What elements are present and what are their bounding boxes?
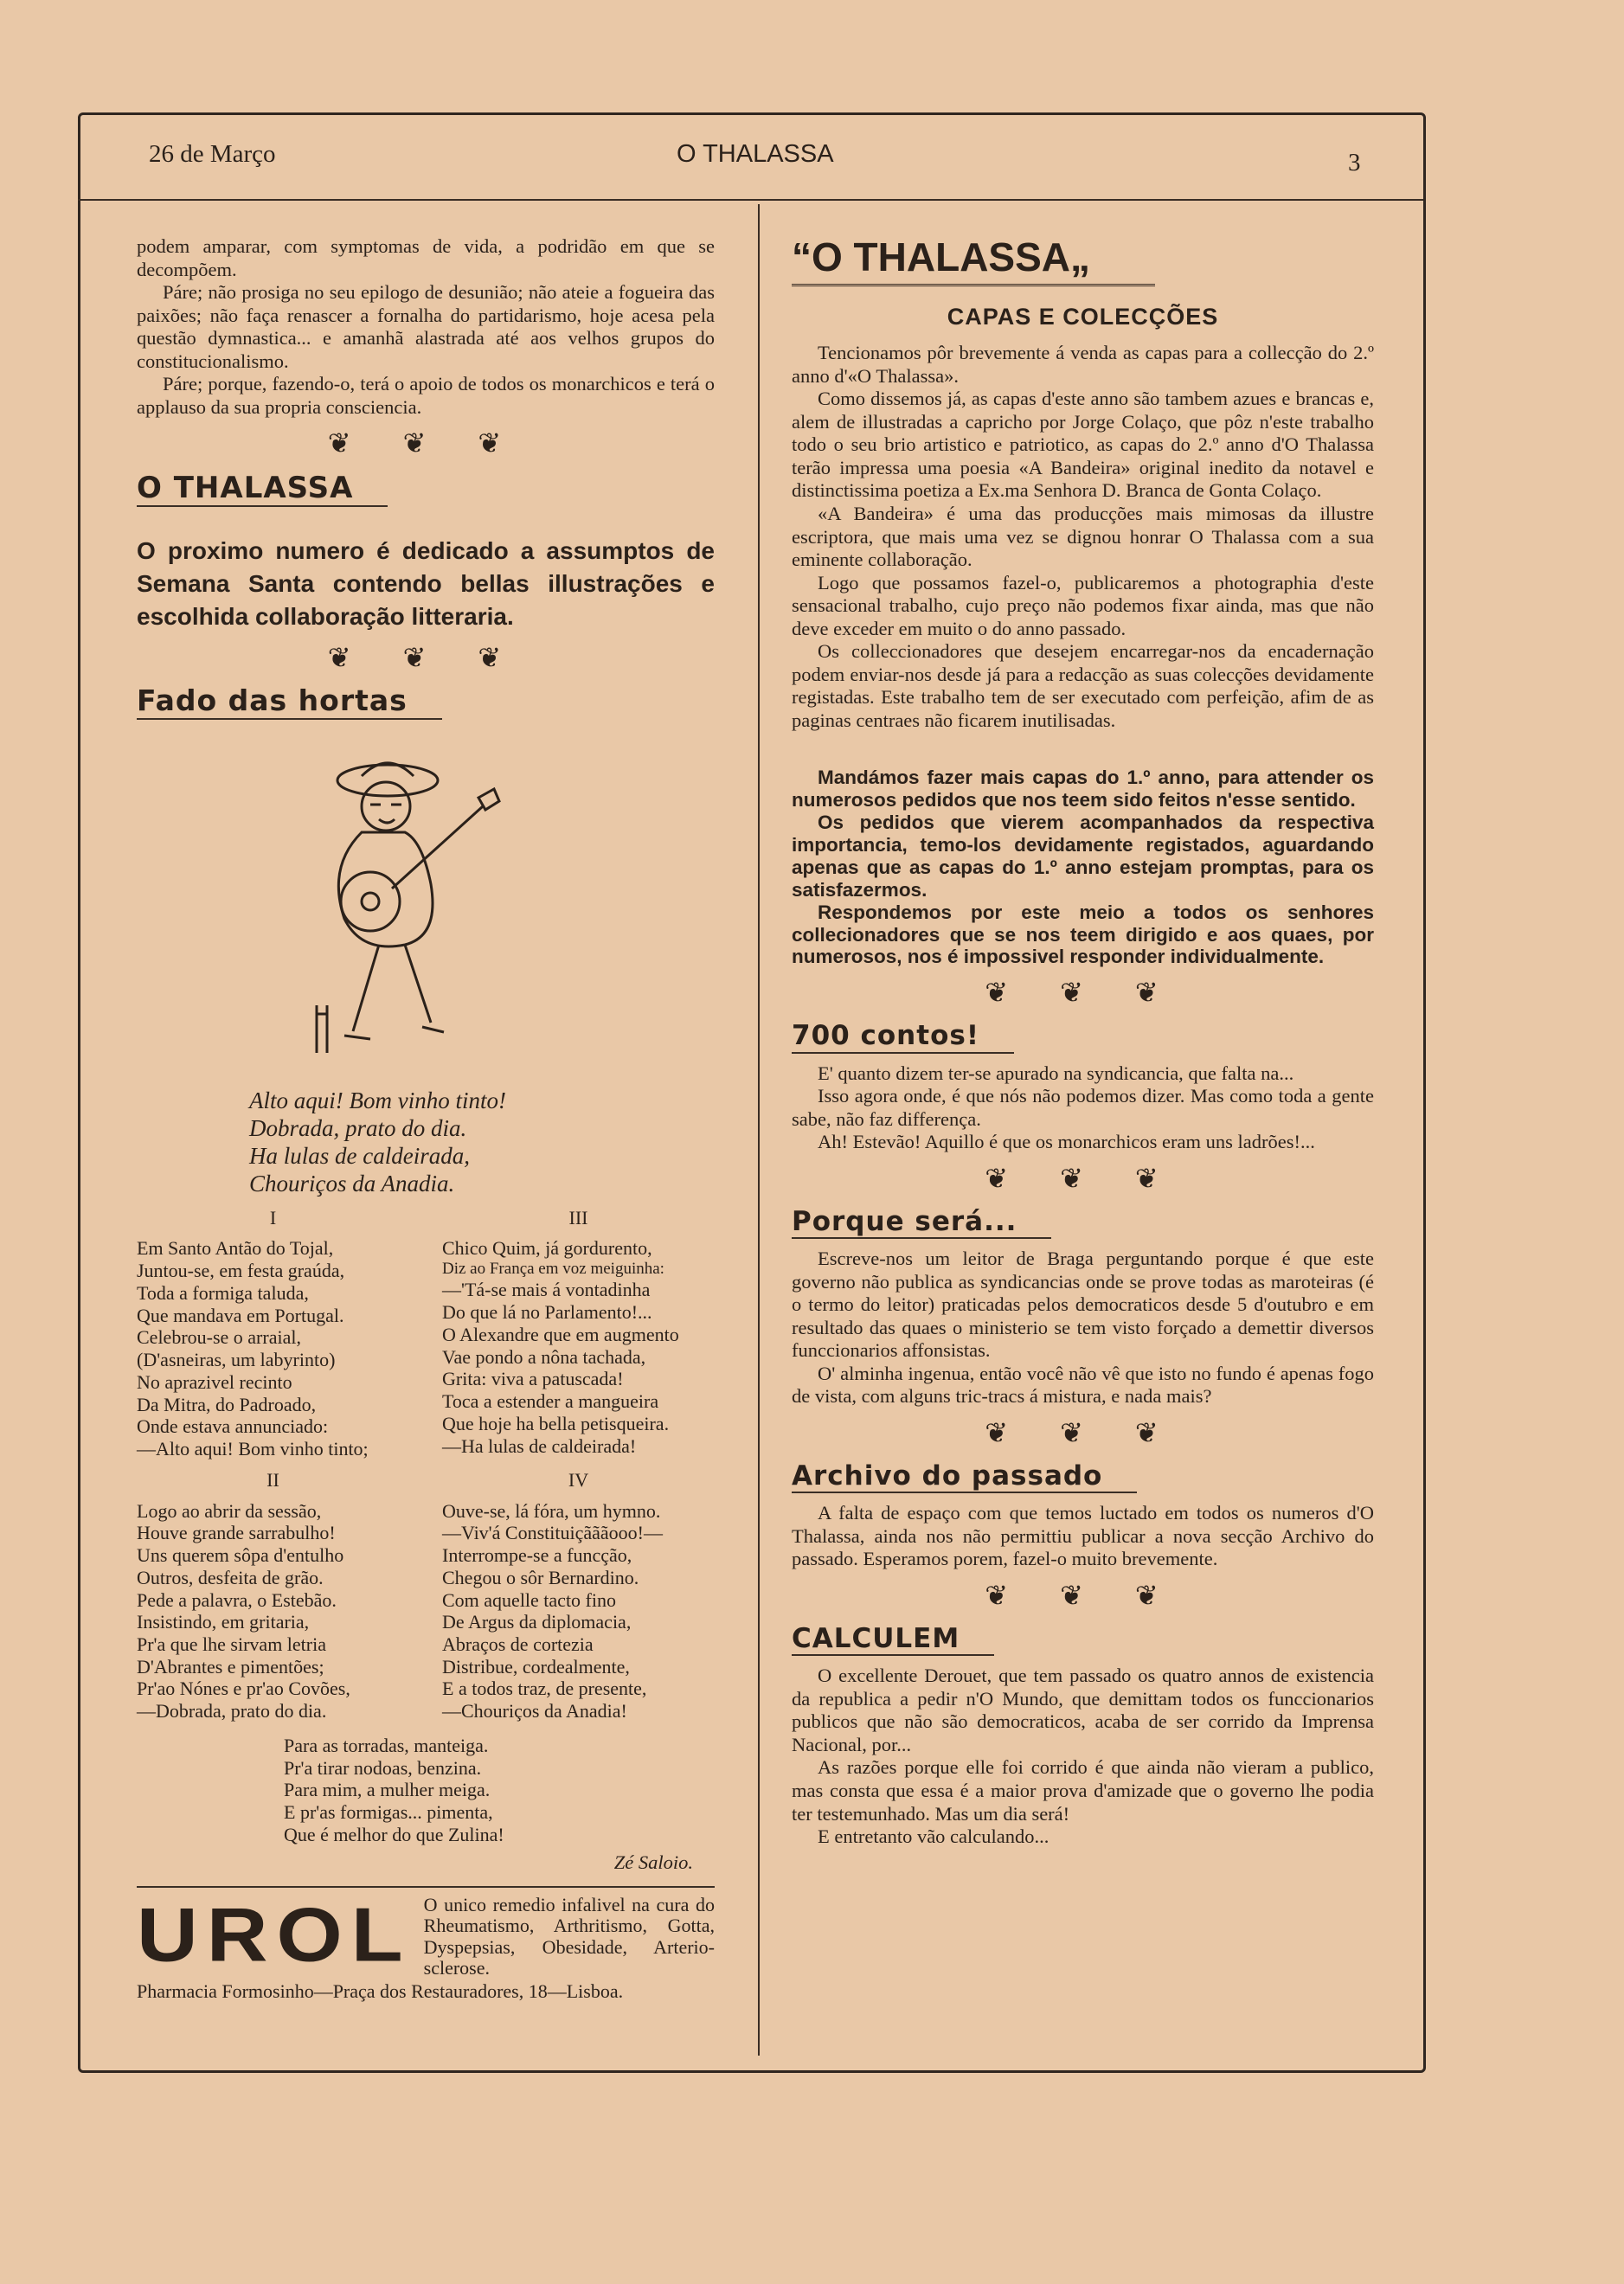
page-header (78, 130, 1423, 201)
stanza (442, 1198, 715, 1460)
paragraph: Os pedidos que vierem acompanhados da respectiva importancia, temo-los devidamente registados, aguardando apenas que as capas do 1.º anno estejam promptas, para os satisfazermos. (792, 812, 1374, 901)
stanza-number: III (568, 1206, 588, 1229)
verse-line: Vae pondo a nôna tachada, (442, 1345, 646, 1368)
capas-heading: CAPAS E COLECÇÕES (947, 304, 1219, 330)
paragraph: Páre; não prosiga no seu epilogo de desunião; não ateie a fogueira das paixões; não faça renascer a fornalha do partidarismo, hoje acesa pela questão dymnastica... e amanhã alastrada até aos velhos grupos do constitucionalismo. (137, 281, 715, 372)
paragraph: As razões porque elle foi corrido é que ainda não vieram a publico, mas consta que essa é a maior prova d'amizade que o governo lhe podia ter testemunhado. Mas um dia será! (792, 1756, 1374, 1825)
contos-heading: 700 contos! (792, 1020, 1014, 1054)
paragraph: Ah! Estevão! Aquillo é que os monarchicos eram uns ladrões!... (818, 1131, 1315, 1153)
verse-line: Insistindo, em gritaria, (137, 1611, 310, 1633)
verse-line: Que mandava em Portugal. (137, 1304, 344, 1326)
verse-line: Para mim, a mulher meiga. (284, 1779, 491, 1801)
stanza (137, 1460, 409, 1723)
paragraph: O excellente Derouet, que tem passado os quatro annos de existencia da republica a pedir n'O Mundo, que demittam todos os funccionarios publicos que não são democraticos, acaba de ser corrido da Imprensa Nacional, por... (792, 1665, 1374, 1755)
paragraph: E entretanto vão calculando... (818, 1825, 1050, 1848)
paragraph: Páre; porque, fazendo-o, terá o apoio de todos os monarchicos e terá o applauso da sua propria consciencia. (137, 373, 715, 418)
verse-line: Ouve-se, lá fóra, um hymno. (442, 1499, 661, 1522)
verse-line: Onde estava annunciado: (137, 1415, 329, 1438)
urol-brand: UROL (137, 1891, 412, 1978)
paragraph: Isso agora onde, é que nós não podemos dizer. Mas como toda a gente sabe, não faz differença. (792, 1085, 1374, 1130)
paragraph: podem amparar, com symptomas de vida, a podridão em que se decompõem. (137, 235, 715, 280)
verse-line: Pede a palavra, o Estebão. (137, 1588, 337, 1611)
refrain-line: Chouriços da Anadia. (249, 1170, 455, 1197)
verse-line: Celebrou-se o arraial, (137, 1326, 301, 1349)
verse-line: Abraços de cortezia (442, 1633, 594, 1655)
paragraph: «A Bandeira» é uma das producções mais mimosas da illustre escriptora, que mais uma vez se dignou honrar O Thalassa com a sua eminente collaboração. (792, 502, 1374, 571)
verse-line: Do que lá no Parlamento!... (442, 1301, 652, 1324)
stanza-number: II (266, 1468, 279, 1491)
verse-line: Chico Quim, já gordurento, (442, 1237, 652, 1260)
paragraph: Os colleccionadores que desejem encarregar-nos da encadernação podem enviar-nos desde já para a redacção as suas colecções devidamente registadas. Este trabalho tem de ser executado com perfeição, afim de as paginas centraes não ficarem inutilisadas. (792, 640, 1374, 731)
poem-row (137, 1460, 715, 1723)
o-thalassa-title: “O THALASSA„ (792, 234, 1090, 279)
fado-refrain (249, 1087, 715, 1197)
page-number: 3 (1348, 149, 1361, 176)
poem-row (137, 1198, 715, 1460)
ornament-divider: ❦ ❦ ❦ (327, 427, 524, 459)
paragraph: Respondemos por este meio a todos os senhores collecionadores que se nos teem dirigido e aos quaes, por numerosos, nos é impossivel responder individualmente. (792, 901, 1374, 968)
ornament-divider: ❦ ❦ ❦ (327, 641, 524, 673)
verse-line: Que hoje ha bella petisqueira. (442, 1412, 670, 1434)
verse-line: —Ha lulas de caldeirada! (442, 1434, 637, 1457)
verse-line: Pr'a tirar nodoas, benzina. (284, 1756, 482, 1779)
verse-line: Da Mitra, do Padroado, (137, 1393, 317, 1415)
verse-line: —'Tá-se mais á vontadinha (442, 1279, 651, 1301)
left-column (137, 235, 715, 2003)
verse-line: De Argus da diplomacia, (442, 1611, 632, 1633)
signature: Zé Saloio. (613, 1851, 693, 1873)
paragraph: Escreve-nos um leitor de Braga perguntando porque é que este governo não publica as syndicancias onde se prove todas as maroteiras (é o termo do leitor) praticadas pelos democraticos desde 5 d'outubro e em resultado das quaes o ministerio se tem visto forçado a demettir diversos funccionarios affonsistas. (792, 1248, 1374, 1362)
verse-line: Grita: viva a patuscada! (442, 1368, 624, 1390)
refrain-line: Ha lulas de caldeirada, (249, 1143, 470, 1170)
verse-line: Outros, desfeita de grão. (137, 1566, 324, 1588)
verse-line: Distribue, cordealmente, (442, 1655, 630, 1678)
stanza-number: IV (568, 1468, 589, 1491)
verse-line: Pr'a que lhe sirvam letria (137, 1633, 327, 1655)
archivo-heading: Archivo do passado (792, 1460, 1137, 1494)
ad-footer: Pharmacia Formosinho—Praça dos Restauradores, 18—Lisboa. (137, 1979, 624, 2002)
verse-line: —Chouriços da Anadia! (442, 1700, 627, 1723)
paragraph: Como dissemos já, as capas d'este anno são tambem azues e brancas e, alem de illustradas a capricho por Jorge Colaço, que pôz n'este trabalho todo o seu brio artistico e patriotico, as capas do 2.º anno d'O Thalassa terão impressa uma poesia «A Bandeira» original inedito da notavel e distinctissima poetiza a Ex.ma Senhora D. Branca de Gonta Colaço. (792, 388, 1374, 502)
verse-line: Uns querem sôpa d'entulho (137, 1544, 344, 1567)
stanza-number: I (269, 1206, 277, 1229)
bold-notice (792, 767, 1374, 968)
guitar-player-illustration (310, 746, 517, 1079)
refrain-line: Dobrada, prato do dia. (249, 1115, 467, 1142)
verse-line: Que é melhor do que Zulina! (284, 1823, 504, 1845)
ornament-divider: ❦ ❦ ❦ (985, 1579, 1181, 1611)
paragraph: A falta de espaço com que temos luctado em todos os numeros d'O Thalassa, ainda nos não permittiu publicar a nova secção Archivo do passado. Esperamos porem, fazel-o muito brevemente. (792, 1502, 1374, 1570)
paragraph: O' alminha ingenua, então você não vê que isto no fundo é apenas fogo de vista, com alguns tric-tracs á mistura, e nada mais? (792, 1362, 1374, 1408)
final-stanza (284, 1735, 715, 1846)
paragraph: Tencionamos pôr brevemente á venda as capas para a collecção do 2.º anno d'«O Thalassa». (792, 342, 1374, 387)
verse-line: —Alto aqui! Bom vinho tinto; (137, 1438, 369, 1460)
title-rule (792, 284, 1155, 286)
verse-line: Em Santo Antão do Tojal, (137, 1237, 334, 1260)
porque-heading: Porque será... (792, 1206, 1051, 1240)
paragraph: Logo que possamos fazel-o, publicaremos a photographia d'este sensacional trabalho, cujo preço não podemos fixar ainda, mas que não deve exceder em muito o do anno passado. (792, 571, 1374, 639)
ornament-divider: ❦ ❦ ❦ (985, 1162, 1181, 1194)
verse-line: D'Abrantes e pimentões; (137, 1655, 324, 1678)
urol-advertisement (137, 1886, 715, 2003)
verse-line: Logo ao abrir da sessão, (137, 1499, 322, 1522)
verse-line: Diz ao França em voz meiguinha: (442, 1260, 664, 1279)
verse-line: Juntou-se, em festa graúda, (137, 1260, 345, 1282)
stanza (442, 1460, 715, 1723)
announcement: O proximo numero é dedicado a assumptos de Semana Santa contendo bellas illustrações e escolhida collaboração litteraria. (137, 537, 715, 630)
header-title: O THALASSA (677, 140, 834, 168)
verse-line: (D'asneiras, um labyrinto) (137, 1349, 336, 1371)
stanza (137, 1198, 409, 1460)
header-date: 26 de Março (149, 140, 276, 168)
verse-line: Com aquelle tacto fino (442, 1588, 616, 1611)
verse-line: —Viv'á Constituiçãããooo!— (442, 1522, 663, 1544)
thalassa-heading: O THALASSA (137, 471, 388, 507)
calculem-heading: CALCULEM (792, 1623, 994, 1657)
column-divider (758, 204, 760, 2056)
paragraph: E' quanto dizem ter-se apurado na syndicancia, que falta na... (818, 1062, 1294, 1084)
refrain-line: Alto aqui! Bom vinho tinto! (249, 1087, 506, 1114)
paragraph: Mandámos fazer mais capas do 1.º anno, para attender os numerosos pedidos que nos teem sido feitos n'esse sentido. (792, 767, 1374, 812)
verse-line: Pr'ao Nónes e pr'ao Covões, (137, 1678, 350, 1700)
verse-line: Para as torradas, manteiga. (284, 1734, 489, 1756)
verse-line: —Dobrada, prato do dia. (137, 1700, 327, 1723)
verse-line: Toca a estender a mangueira (442, 1390, 659, 1413)
verse-line: O Alexandre que em augmento (442, 1323, 679, 1345)
verse-line: Houve grande sarrabulho! (137, 1522, 336, 1544)
fado-heading: Fado das hortas (137, 684, 442, 720)
ornament-divider: ❦ ❦ ❦ (985, 977, 1181, 1009)
ornament-divider: ❦ ❦ ❦ (985, 1416, 1181, 1448)
right-column (792, 234, 1374, 1849)
verse-line: Interrompe-se a funcção, (442, 1544, 632, 1567)
verse-line: Chegou o sôr Bernardino. (442, 1566, 639, 1588)
verse-line: No aprazivel recinto (137, 1370, 292, 1393)
verse-line: E a todos traz, de presente, (442, 1678, 647, 1700)
verse-line: E pr'as formigas... pimenta, (284, 1801, 493, 1824)
ad-text: O unico remedio infalivel na cura do Rheumatismo, Arthritismo, Gotta, Dyspepsias, Obesidade, Arterio-sclerose. (423, 1894, 715, 1979)
verse-line: Toda a formiga taluda, (137, 1281, 309, 1304)
